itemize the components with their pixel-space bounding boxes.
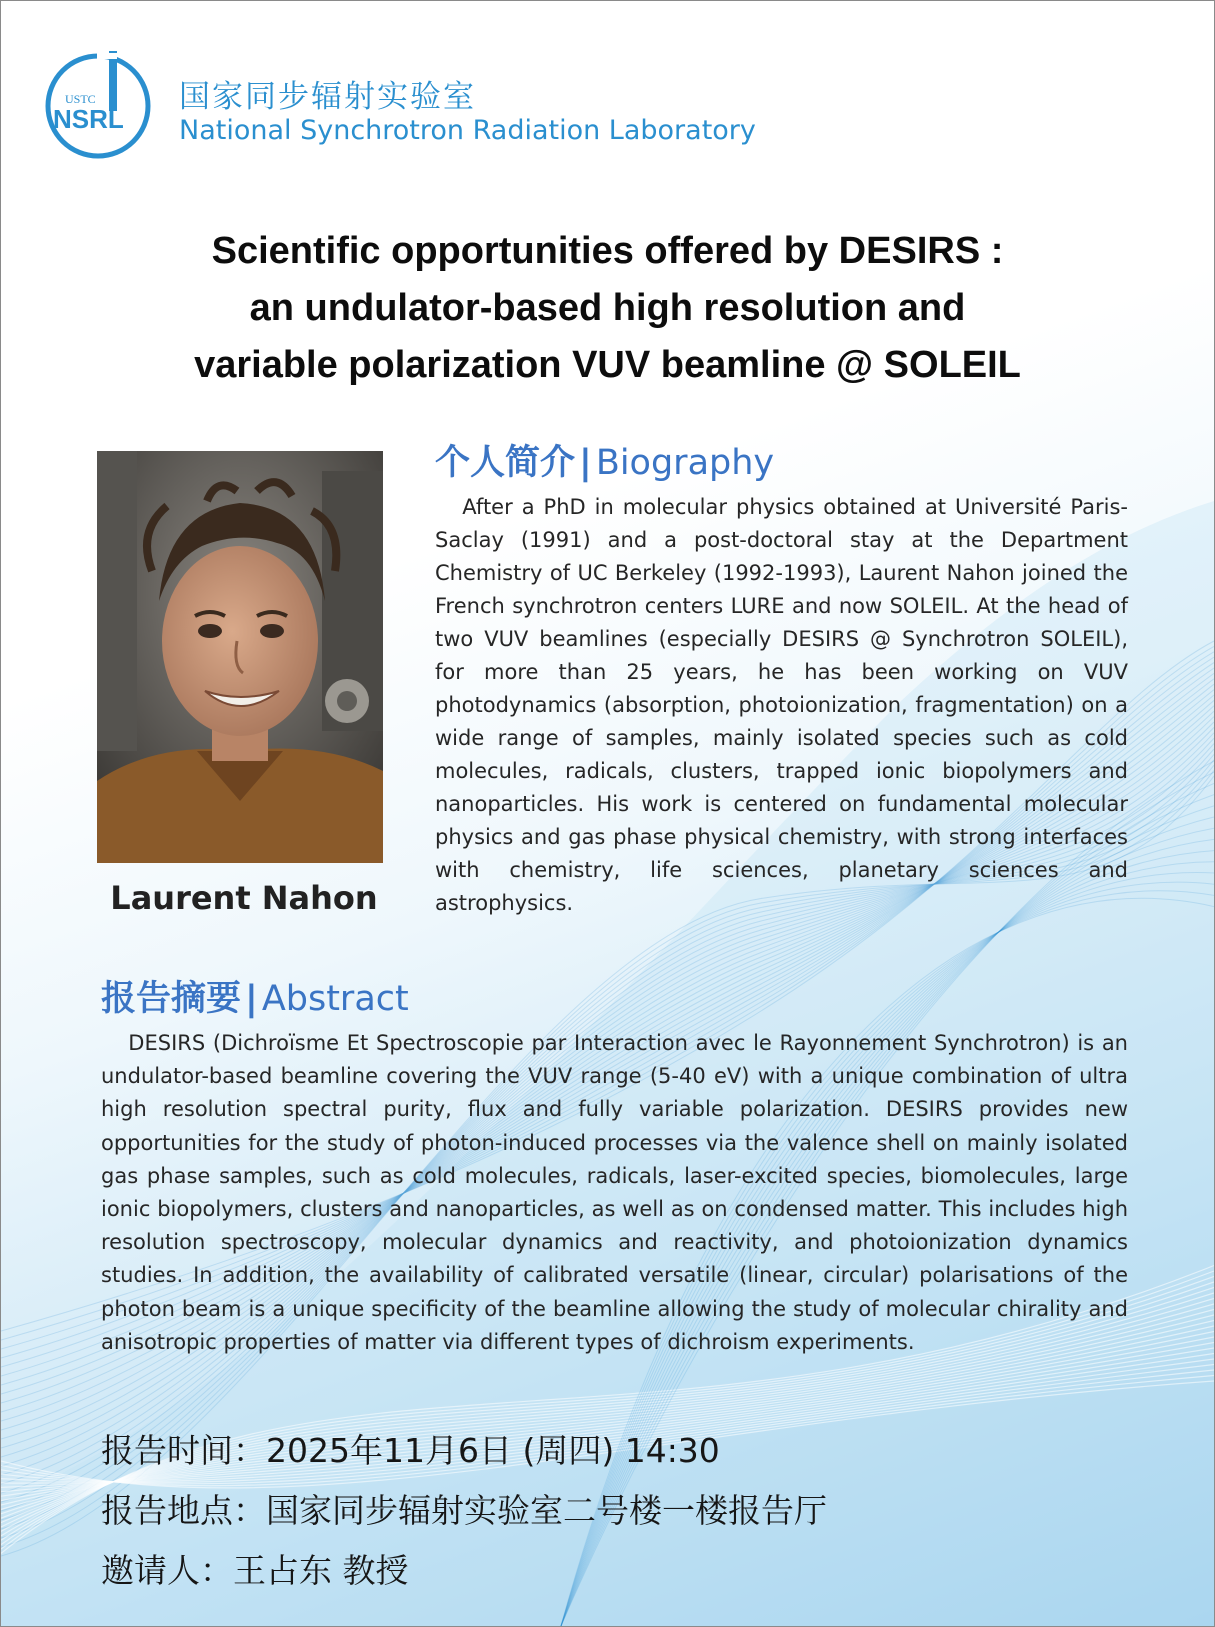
- event-location: 报告地点：国家同步辐射实验室二号楼一楼报告厅: [101, 1491, 827, 1530]
- event-time: 报告时间：2025年11月6日 (周四) 14:30: [101, 1431, 720, 1470]
- abstract-text: DESIRS (Dichroïsme Et Spectroscopie par Interaction avec le Rayonnement Synchrotron) is an undulator-based beamline covering the VUV range (5-40 eV) with a unique combination of ultra high resolution spectral purity, flux and fully variable polarization. DESIRS provides new opportunities for the study of photon-induced processes via the valence shell on mainly isolated gas phase samples, such as cold molecules, radicals, laser-excited species, biomolecules, large ionic biopolymers, clusters and nanoparticles, as well as on condensed matter. This includes high resolution spectroscopy, molecular dynamics and reactivity, and photoionization dynamics studies. In addition, the availability of calibrated versatile (linear, circular) polarisations of the photon beam is a unique specificity of the beamline allowing the study of molecular chirality and anisotropic properties of matter via different types of dichroism experiments.: [101, 1031, 1128, 1354]
- event-info: [101, 1421, 827, 1601]
- abstract-heading-cn: 报告摘要: [101, 979, 242, 1019]
- nsrl-logo: [43, 51, 153, 161]
- logo-ustc-text: USTC: [65, 92, 96, 106]
- abstract-heading: [101, 971, 409, 1021]
- speaker-photo: [97, 451, 383, 863]
- biography-heading-cn: 个人简介: [435, 443, 576, 483]
- title-line-1: Scientific opportunities offered by DESIRS :: [211, 230, 1004, 272]
- abstract-heading-en: Abstract: [261, 979, 409, 1019]
- talk-title: [41, 223, 1174, 394]
- abstract-heading-separator: |: [245, 979, 258, 1019]
- title-line-2: an undulator-based high resolution and: [249, 287, 966, 329]
- biography-heading: [435, 435, 774, 485]
- biography-text: After a PhD in molecular physics obtained at Université Paris-Saclay (1991) and a post-doctoral stay at the Department Chemistry of UC Berkeley (1992-1993), Laurent Nahon joined the French synchrotron centers LURE and now SOLEIL. At the head of two VUV beamlines (especially DESIRS @ Synchrotron SOLEIL), for more than 25 years, he has been working on VUV photodynamics (absorption, photoionization, fragmentation) on a wide range of samples, mainly isolated species such as cold molecules, radicals, clusters, trapped ionic biopolymers and nanoparticles. His work is centered on fundamental molecular physics and gas phase physical chemistry, with strong interfaces with chemistry, life sciences, planetary sciences and astrophysics.: [435, 495, 1128, 915]
- biography-heading-en: Biography: [595, 443, 775, 483]
- org-name-cn: 国家同步辐射实验室: [179, 79, 476, 115]
- title-line-3: variable polarization VUV beamline @ SOLEIL: [194, 344, 1021, 386]
- event-host: 邀请人：王占东 教授: [101, 1551, 409, 1590]
- speaker-name: Laurent Nahon: [110, 879, 378, 917]
- logo-nsrl-text: NSRL: [53, 104, 124, 134]
- biography-heading-separator: |: [579, 443, 592, 483]
- org-name-en: National Synchrotron Radiation Laboratory: [179, 115, 756, 146]
